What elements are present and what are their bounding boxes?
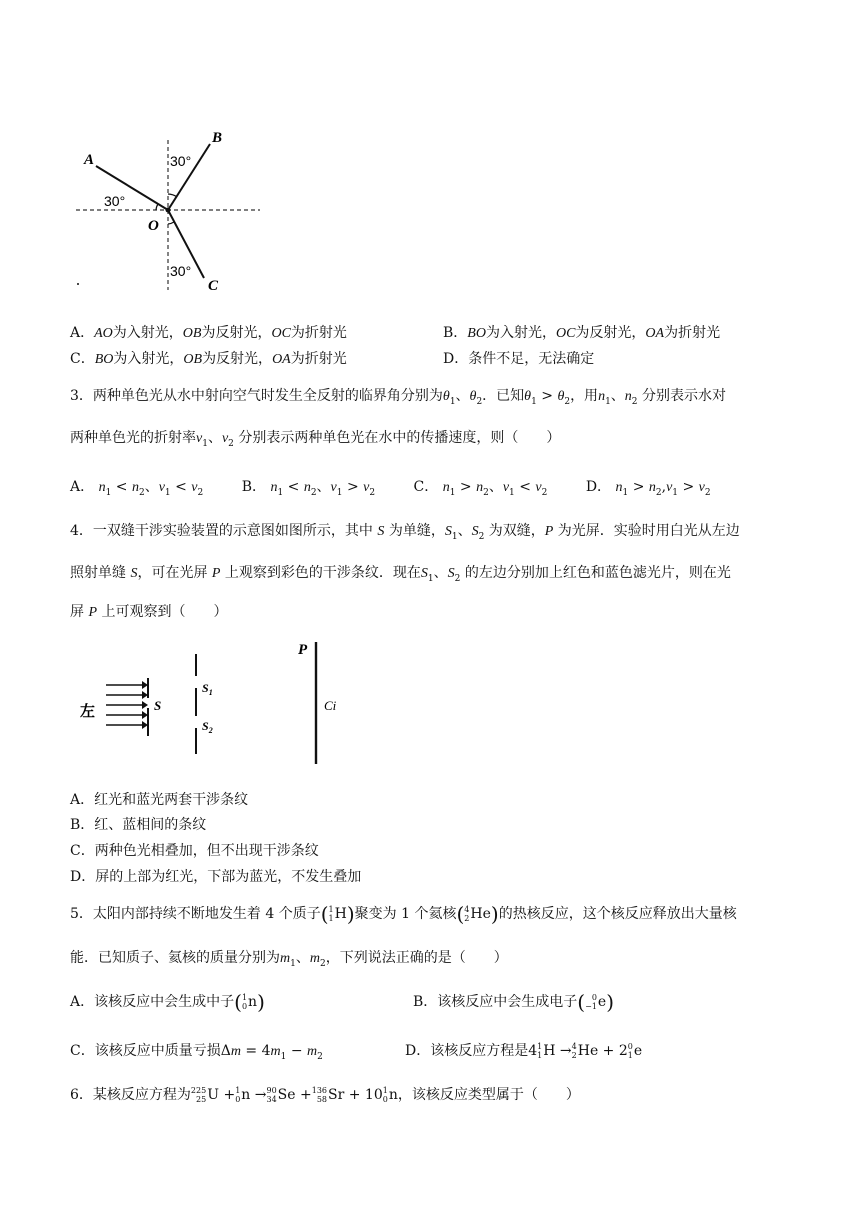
- angle-OB: 30°: [170, 153, 192, 169]
- q5-option-d: D．该核反应方程是4 1 1 H → 4 2 He + 2 0 1 e: [405, 1042, 643, 1060]
- q5-line-1: 5．太阳内部持续不断地发生着 4 个质子( 1 1 H)聚变为 1 个氦核( 4 2 He)的热核反应，这个核反应释放出大量核: [70, 902, 737, 926]
- q5-line-2: 能．已知质子、氦核的质量分别为$m_1$、$m_2$，下列说法正确的是（ ）: [70, 950, 508, 969]
- q4-line-3: 屏 P 上可观察到（ ）: [70, 604, 228, 620]
- q3-line-2: 两种单色光的折射率$v_1$、$v_2$ 分别表示两种单色光在水中的传播速度，则（ ）: [70, 430, 561, 449]
- q5-option-a: A．该核反应中会生成中子( 1 0 n): [70, 990, 265, 1014]
- q2-option-a: A．AO为入射光，OB为反射光，OC为折射光: [70, 325, 347, 341]
- q4-option-d: D．屏的上部为红光，下部为蓝光，不发生叠加: [70, 869, 362, 885]
- angle-OC: 30°: [170, 263, 192, 279]
- q4-option-a: A．红光和蓝光两套干涉条纹: [70, 792, 249, 808]
- label-S: S: [154, 698, 162, 713]
- optics-figure-1: [70, 120, 270, 300]
- label-S1: $S_1$: [202, 681, 213, 697]
- label-left: 左: [80, 702, 96, 720]
- q6-line: 6．某核反应方程为 225 25 U + 1 0 n → 90 34 Se + 136 58 Sr + 10 1 0 n，该核反应类型属于（ ）: [70, 1086, 580, 1104]
- double-slit-figure: [76, 640, 366, 770]
- q4-option-b: B．红、蓝相间的条纹: [70, 817, 207, 833]
- q3-options: A． $n_1 < n_2$、$v_1 < v_2$ B． $n_1 < n_2$、$v_1 > v_2$ C． $n_1 > n_2$、$v_1 < v_2$ D． $n_1 > n_2,v_1 > v_2$: [70, 479, 711, 498]
- angle-AO: 30°: [104, 193, 126, 209]
- q5-option-c: C．该核反应中质量亏损$\Delta m = 4m_1 - m_2$: [70, 1043, 323, 1062]
- label-P: P: [298, 642, 308, 658]
- q2-option-c: C．BO为入射光，OB为反射光，OA为折射光: [70, 351, 347, 367]
- q5-option-b: B．该核反应中会生成电子( 0 −1 e): [413, 990, 615, 1014]
- label-S2: $S_2$: [202, 719, 213, 735]
- q2-option-d: D．条件不足，无法确定: [443, 351, 595, 367]
- q3-line-1: 3．两种单色光从水中射向空气时发生全反射的临界角分别为$\theta_1$、$\theta_2$．已知$\theta_1 > \theta_2$，用$n_1$、$n_2$ 分别表示水对: [70, 388, 726, 407]
- label-O: O: [148, 218, 159, 234]
- label-B: B: [212, 130, 223, 146]
- label-screen: Ci: [324, 698, 337, 713]
- label-C: C: [208, 278, 219, 294]
- q4-line-2: 照射单缝 S，可在光屏 P 上观察到彩色的干涉条纹．现在$S_1$、$S_2$ 的左边分别加上红色和蓝色滤光片，则在光: [70, 565, 731, 584]
- q2-option-b: B．BO为入射光，OC为反射光，OA为折射光: [443, 325, 721, 341]
- q4-option-c: C．两种色光相叠加，但不出现干涉条纹: [70, 843, 319, 859]
- label-A: A: [84, 152, 95, 168]
- q4-line-1: 4．一双缝干涉实验装置的示意图如图所示，其中 S 为单缝，$S_1$、$S_2$ 为双缝，P 为光屏．实验时用白光从左边: [70, 523, 740, 542]
